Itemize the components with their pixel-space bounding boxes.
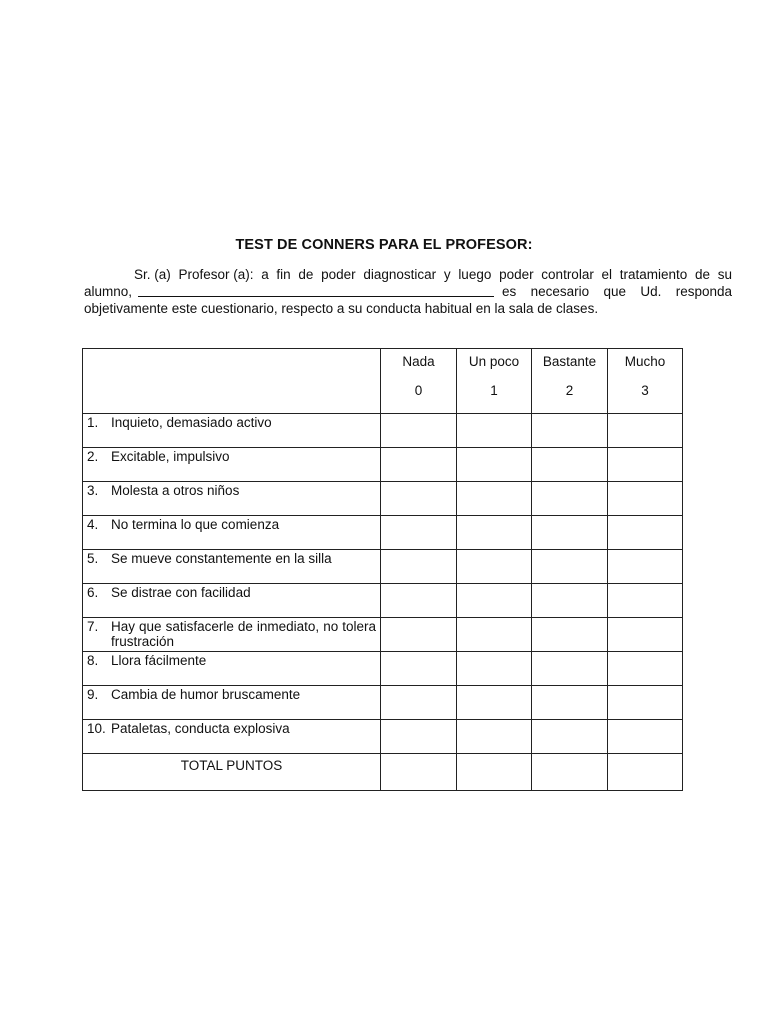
item-number: 5. bbox=[87, 551, 99, 566]
column-score: 0 bbox=[414, 383, 423, 398]
score-cell[interactable] bbox=[532, 414, 608, 448]
item-number: 7. bbox=[87, 619, 99, 634]
intro-line-3: objetivamente este cuestionario, respecto a su conducta habitual en la sala de clases. bbox=[84, 301, 599, 316]
table-row bbox=[83, 482, 683, 516]
item-number: 2. bbox=[87, 449, 99, 464]
total-score-cell[interactable] bbox=[457, 754, 532, 791]
score-cell[interactable] bbox=[532, 448, 608, 482]
item-text: Inquieto, demasiado activo bbox=[111, 415, 272, 430]
score-cell[interactable] bbox=[381, 516, 457, 550]
item-text: Llora fácilmente bbox=[111, 653, 207, 668]
intro-word: que bbox=[603, 284, 627, 299]
column-score: 2 bbox=[565, 383, 574, 398]
column-header bbox=[532, 349, 608, 414]
column-label: Mucho bbox=[624, 354, 666, 369]
score-cell[interactable] bbox=[608, 618, 683, 652]
score-cell[interactable] bbox=[457, 448, 532, 482]
intro-line-2 bbox=[84, 283, 732, 300]
column-header bbox=[457, 349, 532, 414]
item-cell bbox=[83, 550, 381, 584]
score-cell[interactable] bbox=[381, 482, 457, 516]
score-cell[interactable] bbox=[381, 686, 457, 720]
intro-word: necesario bbox=[530, 284, 590, 299]
item-number: 9. bbox=[87, 687, 99, 702]
item-text: No termina lo que comienza bbox=[111, 517, 280, 532]
table-header-row bbox=[83, 349, 683, 414]
intro-word: responda bbox=[675, 284, 732, 299]
intro-word: poder bbox=[321, 267, 356, 282]
score-cell[interactable] bbox=[381, 550, 457, 584]
score-cell[interactable] bbox=[457, 550, 532, 584]
table-row bbox=[83, 550, 683, 584]
score-cell[interactable] bbox=[532, 652, 608, 686]
item-cell bbox=[83, 618, 381, 652]
score-cell[interactable] bbox=[457, 482, 532, 516]
column-header bbox=[608, 349, 683, 414]
score-cell[interactable] bbox=[608, 584, 683, 618]
score-cell[interactable] bbox=[381, 584, 457, 618]
score-cell[interactable] bbox=[532, 720, 608, 754]
score-cell[interactable] bbox=[381, 720, 457, 754]
item-text: Se mueve constantemente en la silla bbox=[111, 551, 332, 566]
item-cell bbox=[83, 414, 381, 448]
column-score: 1 bbox=[490, 383, 498, 398]
intro-word: y bbox=[443, 267, 451, 282]
item-text: Molesta a otros niños bbox=[111, 483, 240, 498]
score-cell[interactable] bbox=[608, 652, 683, 686]
score-cell[interactable] bbox=[608, 686, 683, 720]
score-cell[interactable] bbox=[381, 448, 457, 482]
item-text: Se distrae con facilidad bbox=[111, 585, 251, 600]
total-label: TOTAL PUNTOS bbox=[83, 754, 381, 791]
score-cell[interactable] bbox=[381, 618, 457, 652]
intro-line-2-end bbox=[502, 283, 732, 300]
score-cell[interactable] bbox=[457, 516, 532, 550]
intro-word: Sr. (a) bbox=[134, 267, 171, 282]
score-cell[interactable] bbox=[457, 584, 532, 618]
item-cell bbox=[83, 516, 381, 550]
item-number: 4. bbox=[87, 517, 99, 532]
table-row bbox=[83, 584, 683, 618]
intro-word: luego bbox=[458, 267, 492, 282]
item-number: 8. bbox=[87, 653, 99, 668]
table-row bbox=[83, 414, 683, 448]
intro-line-1 bbox=[84, 266, 732, 283]
item-cell bbox=[83, 720, 381, 754]
intro-word: de bbox=[298, 267, 314, 282]
score-cell[interactable] bbox=[457, 414, 532, 448]
table-row bbox=[83, 686, 683, 720]
item-number: 1. bbox=[87, 415, 99, 430]
table-row bbox=[83, 652, 683, 686]
score-cell[interactable] bbox=[457, 686, 532, 720]
score-cell[interactable] bbox=[381, 414, 457, 448]
item-text: Hay que satisfacerle de inmediato, no tolera frustración bbox=[111, 619, 376, 649]
conners-table bbox=[82, 348, 683, 791]
item-cell bbox=[83, 652, 381, 686]
item-text: Pataletas, conducta explosiva bbox=[111, 721, 290, 736]
intro-word: Ud. bbox=[640, 284, 662, 299]
column-header bbox=[381, 349, 457, 414]
column-label: Un poco bbox=[468, 354, 520, 369]
column-score: 3 bbox=[641, 383, 649, 398]
total-score-cell[interactable] bbox=[608, 754, 683, 791]
item-number: 6. bbox=[87, 585, 99, 600]
page-title: TEST DE CONNERS PARA EL PROFESOR: bbox=[235, 237, 533, 253]
column-label: Bastante bbox=[542, 354, 597, 369]
score-cell[interactable] bbox=[457, 720, 532, 754]
item-text: Excitable, impulsivo bbox=[111, 449, 230, 464]
intro-word: poder bbox=[499, 267, 534, 282]
score-cell[interactable] bbox=[608, 482, 683, 516]
score-cell[interactable] bbox=[532, 618, 608, 652]
item-cell bbox=[83, 584, 381, 618]
intro-word: su bbox=[717, 267, 732, 282]
total-score-cell[interactable] bbox=[381, 754, 457, 791]
score-cell[interactable] bbox=[608, 448, 683, 482]
score-cell[interactable] bbox=[608, 414, 683, 448]
score-cell[interactable] bbox=[532, 516, 608, 550]
table-row bbox=[83, 448, 683, 482]
item-number: 10. bbox=[87, 721, 106, 736]
intro-word: de bbox=[695, 267, 711, 282]
intro-word: a bbox=[261, 267, 269, 282]
intro-line-2-start: alumno, bbox=[84, 284, 133, 299]
intro-word: es bbox=[502, 284, 517, 299]
score-cell[interactable] bbox=[532, 550, 608, 584]
total-row bbox=[83, 754, 683, 791]
intro-word: Profesor (a): bbox=[178, 267, 254, 282]
score-cell[interactable] bbox=[532, 686, 608, 720]
score-cell[interactable] bbox=[532, 584, 608, 618]
score-cell[interactable] bbox=[532, 482, 608, 516]
score-cell[interactable] bbox=[457, 618, 532, 652]
score-cell[interactable] bbox=[608, 516, 683, 550]
item-text: Cambia de humor bruscamente bbox=[111, 687, 301, 702]
total-score-cell[interactable] bbox=[532, 754, 608, 791]
intro-paragraph bbox=[84, 266, 732, 317]
table-row bbox=[83, 618, 683, 652]
intro-word: controlar bbox=[541, 267, 594, 282]
column-label: Nada bbox=[402, 354, 435, 369]
item-cell bbox=[83, 686, 381, 720]
header-blank-cell bbox=[83, 349, 381, 414]
item-cell bbox=[83, 482, 381, 516]
item-cell bbox=[83, 448, 381, 482]
item-number: 3. bbox=[87, 483, 99, 498]
intro-word: el bbox=[601, 267, 613, 282]
intro-word: tratamiento bbox=[619, 267, 688, 282]
table-row bbox=[83, 720, 683, 754]
student-name-blank[interactable] bbox=[138, 286, 494, 297]
table-row bbox=[83, 516, 683, 550]
score-cell[interactable] bbox=[457, 652, 532, 686]
score-cell[interactable] bbox=[381, 652, 457, 686]
score-cell[interactable] bbox=[608, 550, 683, 584]
score-cell[interactable] bbox=[608, 720, 683, 754]
intro-word: diagnosticar bbox=[363, 267, 437, 282]
intro-word: fin bbox=[276, 267, 291, 282]
